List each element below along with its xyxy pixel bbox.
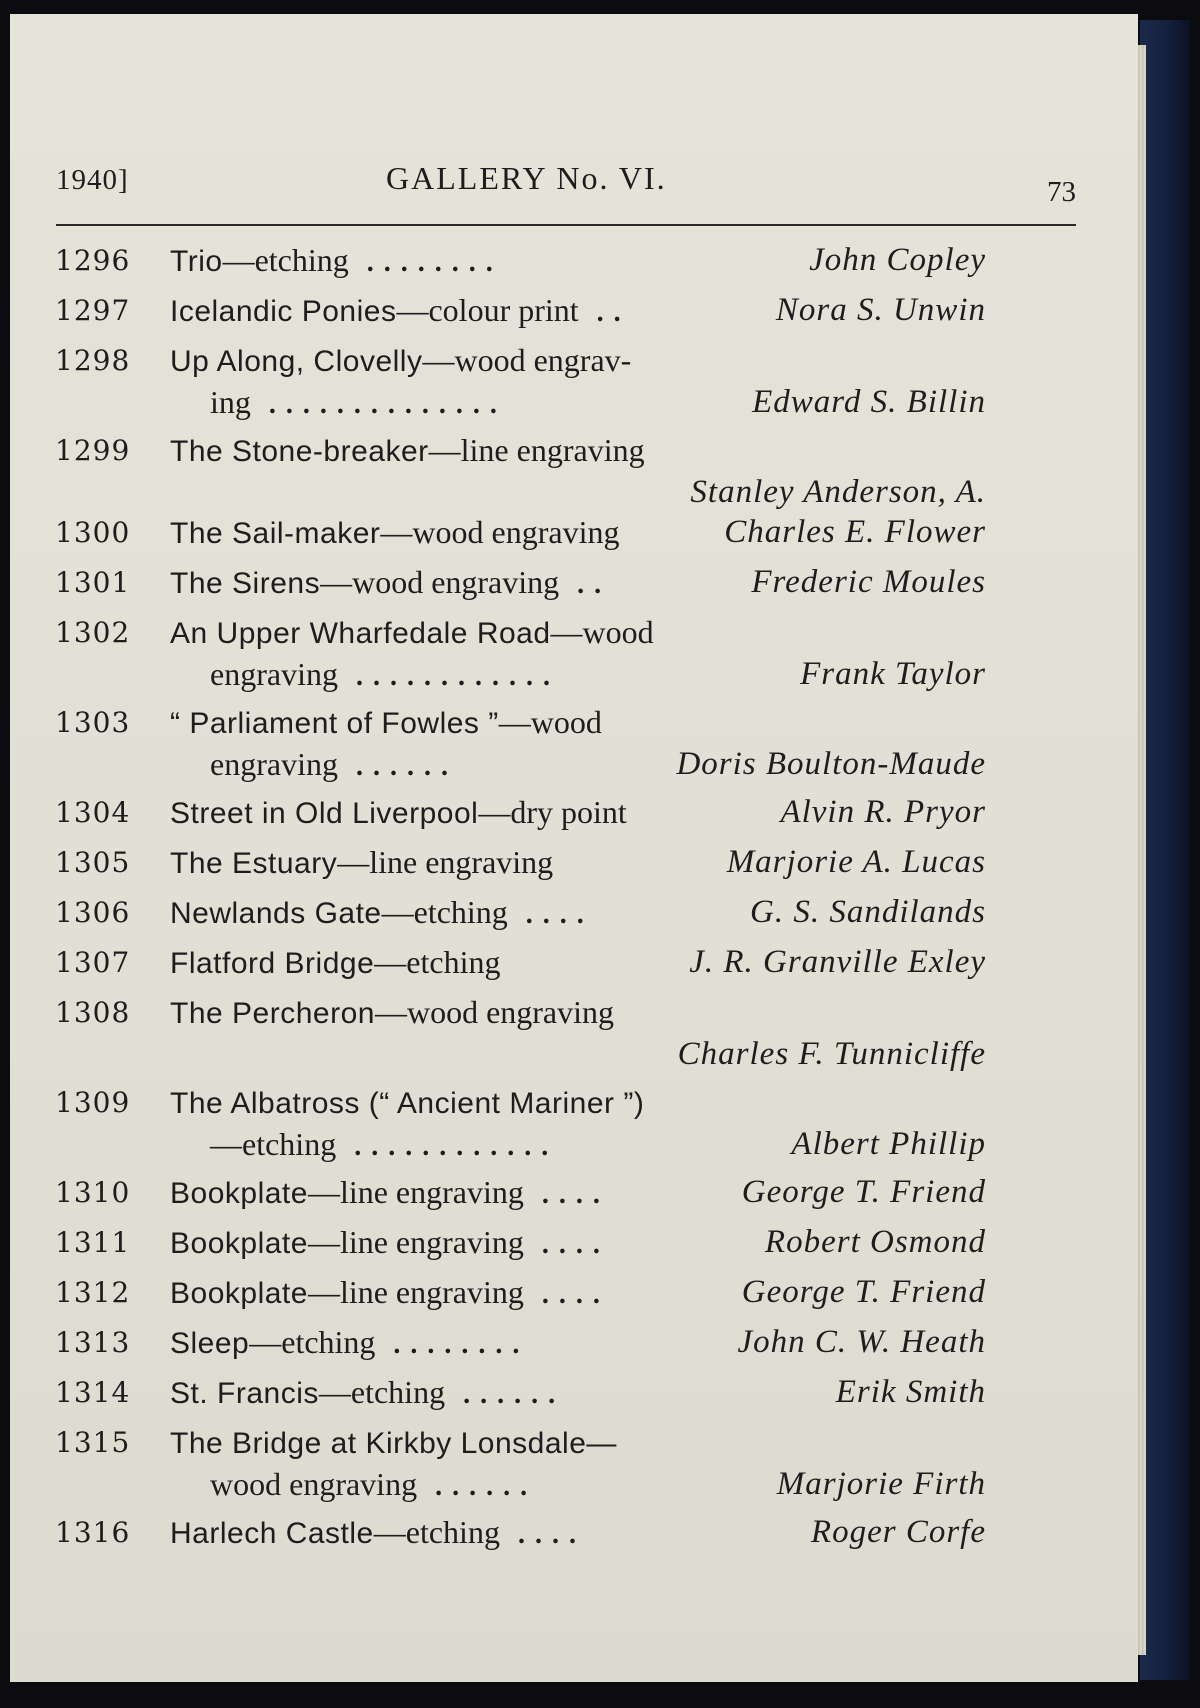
entry-line	[170, 704, 986, 748]
entry-medium: —wood engraving	[320, 564, 560, 600]
entry-line	[170, 894, 986, 938]
entry-line	[170, 1174, 986, 1218]
entry-title: Sleep	[170, 1327, 250, 1360]
entry-medium: —wood	[550, 614, 654, 650]
entry-title: Harlech Castle	[170, 1517, 374, 1550]
entry-line	[170, 1374, 986, 1418]
entry-title: Up Along, Clovelly	[170, 345, 423, 378]
entry-number: 1303	[55, 706, 131, 739]
entry-artist: Doris Boulton-Maude	[676, 746, 986, 782]
entry-line	[170, 242, 986, 286]
entry-line	[170, 564, 986, 608]
leader-dots: ....	[541, 1179, 610, 1210]
entry-number: 1316	[55, 1516, 131, 1549]
entry-medium-cont: engraving	[210, 656, 338, 692]
entry-line	[170, 614, 986, 658]
header-rule	[56, 224, 1076, 226]
entry-number: 1298	[55, 344, 131, 377]
entry-number: 1311	[55, 1226, 131, 1259]
entry-medium: —line engraving	[337, 844, 554, 880]
entry-title: Trio	[170, 245, 223, 278]
leader-dots: ......	[463, 1379, 566, 1410]
entry-artist: Charles F. Tunnicliffe	[677, 1036, 986, 1072]
entry-line	[170, 514, 986, 558]
entry-title: Bookplate	[170, 1177, 308, 1210]
book-cover-edge	[1140, 20, 1190, 1680]
leader-dots: ........	[366, 247, 503, 278]
entry-number: 1313	[55, 1326, 131, 1359]
entry-title: Street in Old Liverpool	[170, 797, 479, 830]
entry-line	[170, 1324, 986, 1368]
entry-medium-cont: wood engraving	[210, 1466, 418, 1502]
leader-dots: ............	[355, 661, 560, 692]
entry-title: The Sirens	[170, 567, 321, 600]
entry-title: Newlands Gate	[170, 897, 382, 930]
entry-medium: —etching	[373, 1514, 500, 1550]
entry-number: 1306	[55, 896, 131, 929]
leader-dots: ..	[577, 569, 612, 600]
entry-medium: —wood engraving	[380, 514, 620, 550]
entry-title: The Percheron	[170, 997, 375, 1030]
entry-number: 1314	[55, 1376, 131, 1409]
entry-artist: G. S. Sandilands	[749, 894, 986, 930]
entry-continuation	[210, 384, 986, 428]
entry-line	[170, 1424, 986, 1468]
entry-number: 1300	[55, 516, 131, 549]
entry-medium: —line engraving	[307, 1274, 524, 1310]
entry-artist: Charles E. Flower	[724, 514, 986, 550]
leader-dots: ..	[596, 297, 631, 328]
entry-number: 1312	[55, 1276, 131, 1309]
entry-artist: John Copley	[809, 242, 986, 278]
entry-medium: —line engraving	[428, 432, 645, 468]
leader-dots: ......	[355, 751, 458, 782]
entry-artist: Erik Smith	[835, 1374, 986, 1410]
entry-medium: —wood engrav-	[422, 342, 632, 378]
entry-artist: Frank Taylor	[800, 656, 986, 692]
entry-continuation	[210, 746, 986, 790]
entry-line	[170, 794, 986, 838]
entry-artist: J. R. Granville Exley	[689, 944, 986, 980]
entry-title: The Stone-breaker	[170, 435, 429, 468]
header-title: GALLERY No. VI.	[386, 160, 667, 196]
entry-continuation	[210, 1126, 986, 1170]
entry-artist: Edward S. Billin	[752, 384, 986, 420]
entry-artist: Frederic Moules	[751, 564, 986, 600]
entry-line	[170, 944, 986, 988]
running-header	[56, 154, 1076, 214]
entry-continuation	[210, 1466, 986, 1510]
page-number: 73	[1047, 176, 1076, 208]
entry-title: Flatford Bridge	[170, 947, 375, 980]
entry-medium: —etching	[249, 1324, 376, 1360]
entry-medium: —line engraving	[307, 1174, 524, 1210]
entry-artist: Albert Phillip	[791, 1126, 986, 1162]
entry-title: An Upper Wharfedale Road	[170, 617, 551, 650]
entry-continuation	[210, 656, 986, 700]
leader-dots: ......	[435, 1471, 538, 1502]
entry-artist: Marjorie A. Lucas	[726, 844, 986, 880]
entry-medium: —etching	[222, 242, 349, 278]
entry-medium: —colour print	[396, 292, 579, 328]
leader-dots: ........	[393, 1329, 530, 1360]
catalogue-page	[10, 14, 1138, 1682]
leader-dots: ..............	[268, 389, 507, 420]
entry-medium: —etching	[374, 944, 501, 980]
entry-number: 1315	[55, 1426, 131, 1459]
entry-number: 1304	[55, 796, 131, 829]
entry-title: The Bridge at Kirkby Lonsdale—	[170, 1427, 617, 1460]
entry-title: St. Francis	[170, 1377, 319, 1410]
leader-dots: ....	[525, 899, 594, 930]
leader-dots: ....	[541, 1229, 610, 1260]
entry-artist: John C. W. Heath	[737, 1324, 986, 1360]
entry-number: 1310	[55, 1176, 131, 1209]
entry-line	[170, 292, 986, 336]
leader-dots: ............	[354, 1131, 559, 1162]
entry-line	[170, 844, 986, 888]
leader-dots: ....	[517, 1519, 586, 1550]
entry-medium: —etching	[318, 1374, 446, 1410]
entry-artist: Alvin R. Pryor	[780, 794, 986, 830]
entry-artist: Marjorie Firth	[776, 1466, 986, 1502]
leader-dots: ....	[541, 1279, 610, 1310]
entry-medium-cont: —etching	[210, 1126, 337, 1162]
entry-artist: George T. Friend	[741, 1174, 986, 1210]
entry-line	[170, 1514, 986, 1558]
entry-medium: —wood	[498, 704, 602, 740]
entry-number: 1299	[55, 434, 131, 467]
entry-line	[170, 432, 986, 476]
entry-continuation	[210, 1036, 986, 1080]
entry-continuation	[210, 474, 986, 518]
entry-line	[170, 342, 986, 386]
entry-number: 1297	[55, 294, 131, 327]
entry-artist: Stanley Anderson, A.	[690, 474, 986, 510]
entry-title: The Sail-maker	[170, 517, 381, 550]
entry-title: Bookplate	[170, 1227, 308, 1260]
entry-medium: —etching	[381, 894, 508, 930]
entry-title: The Albatross (“ Ancient Mariner ”)	[170, 1087, 645, 1120]
entry-line	[170, 1274, 986, 1318]
entry-title: Icelandic Ponies	[170, 295, 397, 328]
entry-artist: Robert Osmond	[764, 1224, 986, 1260]
entry-title: Bookplate	[170, 1277, 308, 1310]
entry-artist: George T. Friend	[741, 1274, 986, 1310]
entry-number: 1296	[55, 244, 131, 277]
entry-medium: —line engraving	[307, 1224, 524, 1260]
header-year: 1940]	[56, 164, 129, 196]
entry-number: 1307	[55, 946, 131, 979]
entry-number: 1302	[55, 616, 131, 649]
entry-line	[170, 994, 986, 1038]
entry-medium-cont: ing	[210, 384, 251, 420]
entry-number: 1308	[55, 996, 131, 1029]
entry-medium: —wood engraving	[374, 994, 615, 1030]
entry-number: 1301	[55, 566, 131, 599]
entry-artist: Nora S. Unwin	[775, 292, 986, 328]
entry-number: 1309	[55, 1086, 131, 1119]
entry-title: “ Parliament of Fowles ”	[170, 707, 499, 740]
entry-line	[170, 1084, 986, 1128]
entry-artist: Roger Corfe	[810, 1514, 986, 1550]
entry-title: The Estuary	[170, 847, 338, 880]
entry-number: 1305	[55, 846, 131, 879]
entry-medium-cont: engraving	[210, 746, 338, 782]
entry-line	[170, 1224, 986, 1268]
entry-medium: —dry point	[478, 794, 627, 830]
